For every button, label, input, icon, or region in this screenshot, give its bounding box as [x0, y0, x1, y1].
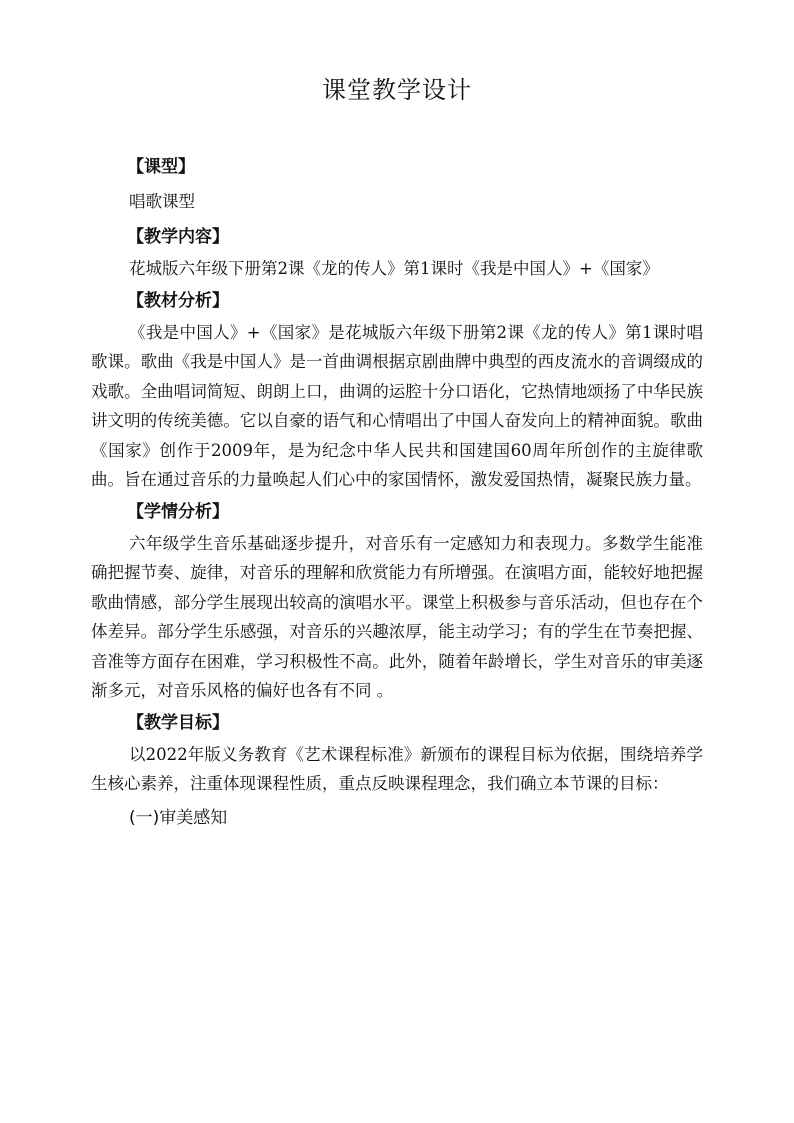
section-heading-teaching-content: 【教学内容】	[127, 227, 229, 247]
teaching-goals-paragraph: 以2022年版义务教育《艺术课程标准》新颁布的课程目标为依据，围绕培养学生核心素养，注重体现课程性质，重点反映课程理念，我们确立本节课的目标：	[91, 744, 703, 793]
page-title: 课堂教学设计	[322, 76, 472, 104]
student-analysis-paragraph: 六年级学生音乐基础逐步提升，对音乐有一定感知力和表现力。多数学生能准确把握节奏、旋律，对音乐的理解和欣赏能力有所增强。在演唱方面，能较好地把握歌曲情感，部分学生展现出较高的演唱水平。课堂上积极参与音乐活动，但也存在个体差异。部分学生乐感强，对音乐的兴趣浓厚，能主动学习；有的学生在节奏把握、音准等方面存在困难，学习积极性不高。此外，随着年龄增长，学生对音乐的审美逐渐多元，对音乐风格的偏好也各有不同 。	[91, 533, 703, 700]
section-heading-teaching-goals: 【教学目标】	[127, 712, 229, 733]
section-heading-student-analysis: 【学情分析】	[127, 501, 229, 522]
teaching-content-paragraph: 花城版六年级下册第2课《龙的传人》第1课时《我是中国人》+《国家》	[129, 259, 659, 278]
document-body	[91, 150, 703, 835]
subheading-aesthetic-perception: (一)审美感知	[129, 807, 228, 828]
lesson-type-text: 唱歌课型	[129, 192, 195, 211]
section-heading-lesson-type: 【课型】	[127, 157, 195, 177]
section-heading-material-analysis: 【教材分析】	[127, 290, 229, 311]
material-analysis-paragraph: 《我是中国人》+《国家》是花城版六年级下册第2课《龙的传人》第1课时唱歌课。歌曲《我是中国人》是一首曲调根据京剧曲牌中典型的西皮流水的音调缀成的戏歌。全曲唱词简短、朗朗上口，曲调的运腔十分口语化，它热情地颂扬了中华民族讲文明的传统美德。它以自豪的语气和心情唱出了中国人奋发向上的精神面貌。歌曲《国家》创作于2009年，是为纪念中华人民共和国建国60周年所创作的主旋律歌曲。旨在通过音乐的力量唤起人们心中的家国情怀，激发爱国热情，凝聚民族力量。	[91, 322, 703, 489]
